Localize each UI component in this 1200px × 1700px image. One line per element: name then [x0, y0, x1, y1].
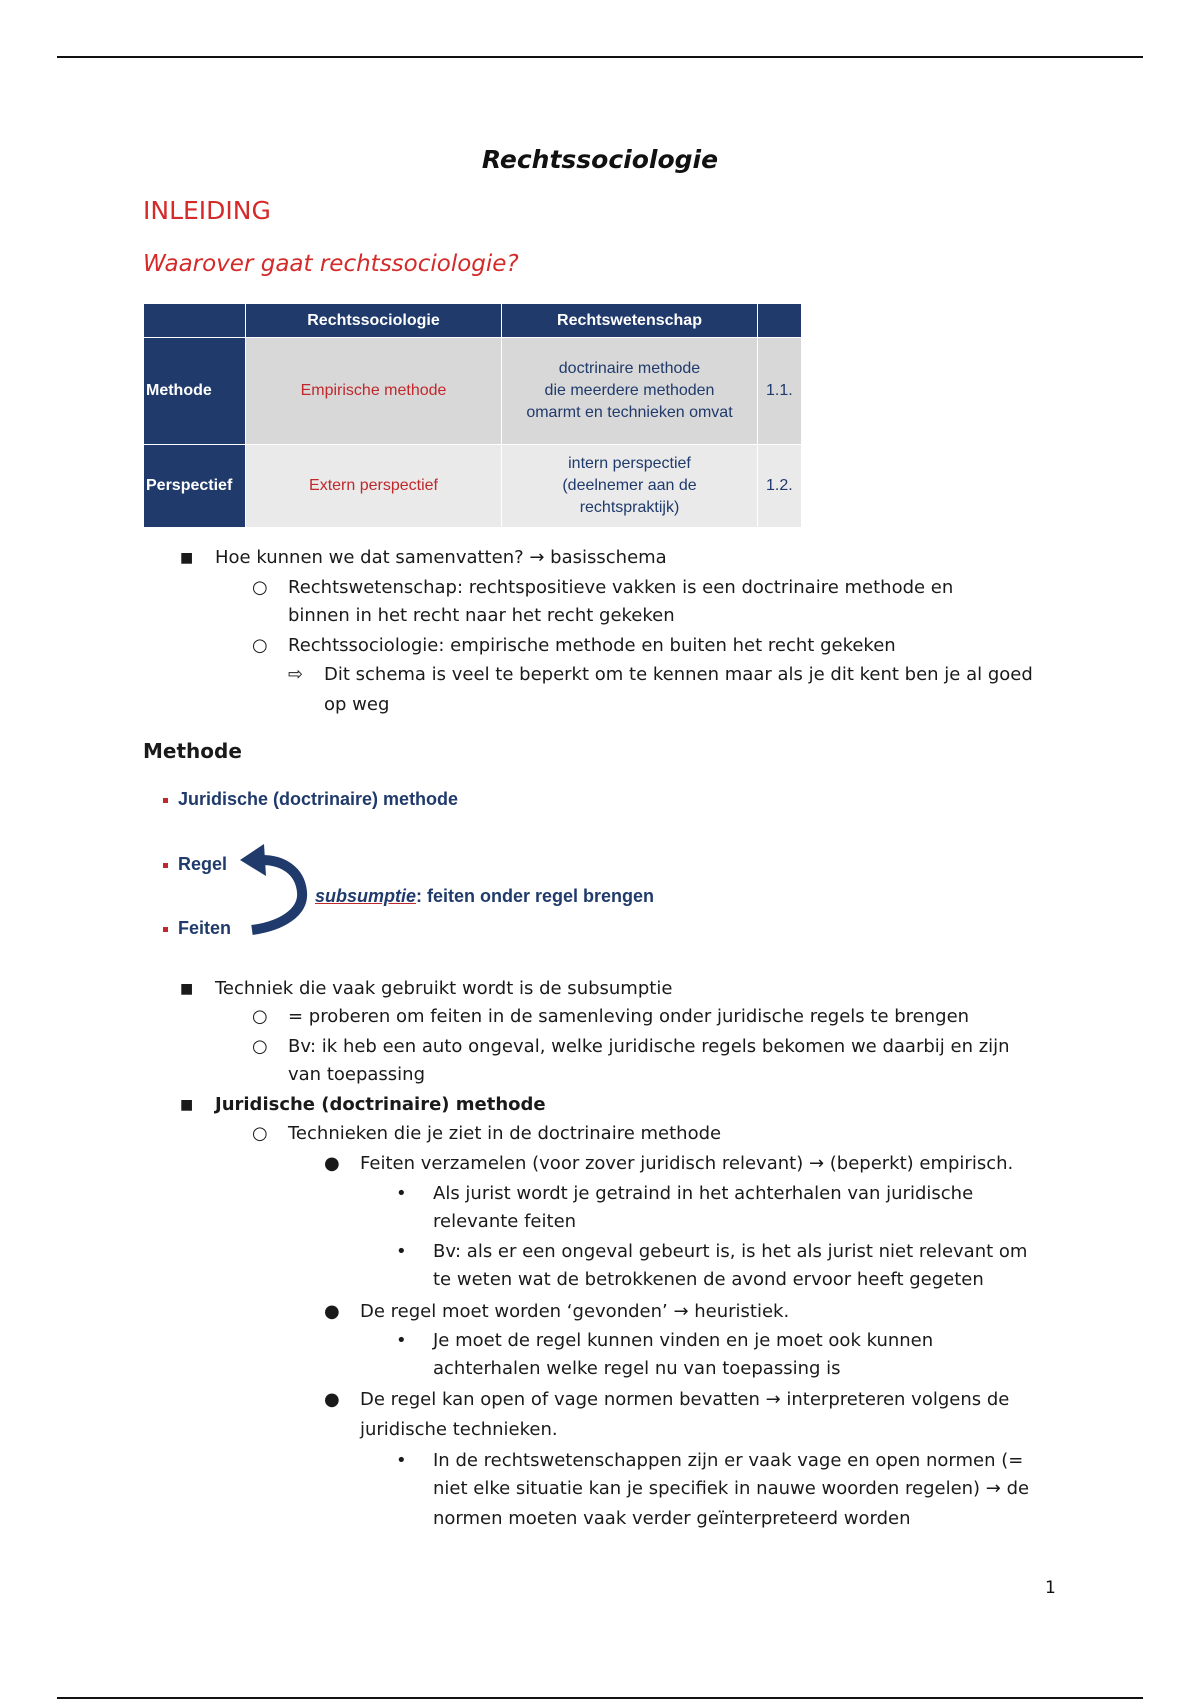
diagram-item-method: [163, 789, 458, 810]
cell-sociologie: Empirische methode: [246, 338, 502, 445]
list-item: In de rechtswetenschappen zijn er vaak vage en open normen (=: [433, 1450, 1024, 1471]
list-item: Feiten verzamelen (voor zover juridisch relevant) → (beperkt) empirisch.: [360, 1153, 1014, 1174]
list-item-cont: binnen in het recht naar het recht gekeken: [288, 605, 675, 626]
row-label: Methode: [144, 338, 246, 445]
diagram-item-feiten: [163, 918, 231, 939]
bullet-small-dot-icon: •: [396, 1241, 407, 1262]
cell-line: die meerdere methoden: [544, 382, 715, 399]
bullet-square-icon: [163, 798, 168, 803]
bullet-square-icon: ■: [180, 550, 194, 566]
bullet-square-icon: [163, 863, 168, 868]
list-item: Technieken die je ziet in de doctrinaire methode: [288, 1123, 722, 1144]
bullet-square-icon: [163, 927, 168, 932]
list-item: Bv: ik heb een auto ongeval, welke juridische regels bekomen we daarbij en zijn: [288, 1036, 1010, 1057]
cell-line: (deelnemer aan de: [562, 477, 697, 494]
list-item: De regel moet worden ‘gevonden’ → heuristiek.: [360, 1301, 790, 1322]
list-item-cont: relevante feiten: [433, 1211, 577, 1232]
list-item: Juridische (doctrinaire) methode: [215, 1094, 546, 1115]
diagram-label: Regel: [178, 854, 228, 874]
cell-wetenschap: [502, 338, 758, 445]
bullet-circle-icon: ○: [252, 1006, 268, 1027]
bullet-dot-icon: ●: [324, 1301, 340, 1322]
list-item-cont: normen moeten vaak verder geïnterpreteerd worden: [433, 1508, 911, 1529]
list-item: = proberen om feiten in de samenleving onder juridische regels te brengen: [288, 1006, 970, 1027]
section-heading: INLEIDING: [143, 196, 271, 225]
cell-line: intern perspectief: [568, 455, 691, 472]
cell-line: omarmt en technieken omvat: [526, 404, 733, 421]
list-item-cont: te weten wat de betrokkenen de avond ervoor heeft gegeten: [433, 1269, 984, 1290]
subsumptie-term: subsumptie: [315, 886, 417, 906]
table-header-ref: [758, 304, 802, 338]
curved-arrow-icon: [238, 842, 310, 942]
subsumptie-desc: : feiten onder regel brengen: [416, 886, 655, 906]
bullet-circle-icon: ○: [252, 635, 268, 656]
diagram-label: Feiten: [178, 918, 232, 938]
table-row: [144, 445, 802, 528]
list-item: Bv: als er een ongeval gebeurt is, is het als jurist niet relevant om: [433, 1241, 1028, 1262]
list-item: Hoe kunnen we dat samenvatten? → basisschema: [215, 547, 667, 568]
bullet-square-icon: ■: [180, 981, 194, 997]
list-item: Rechtssociologie: empirische methode en buiten het recht gekeken: [288, 635, 896, 656]
list-item-cont: niet elke situatie kan je specifiek in nauwe woorden regelen) → de: [433, 1478, 1030, 1499]
cell-line: doctrinaire methode: [558, 360, 701, 377]
list-item-cont: achterhalen welke regel nu van toepassing is: [433, 1358, 841, 1379]
bullet-dot-icon: ●: [324, 1389, 340, 1410]
bullet-small-dot-icon: •: [396, 1450, 407, 1471]
list-item: Techniek die vaak gebruikt wordt is de subsumptie: [215, 978, 673, 999]
bullet-circle-icon: ○: [252, 577, 268, 598]
page-title: Rechtssociologie: [481, 145, 719, 174]
subsection-heading: Waarover gaat rechtssociologie?: [143, 251, 519, 277]
list-item: Dit schema is veel te beperkt om te kennen maar als je dit kent ben je al goed: [324, 664, 1033, 685]
cell-ref: 1.2.: [758, 445, 802, 528]
bullet-square-icon: ■: [180, 1097, 194, 1113]
list-item: De regel kan open of vage normen bevatten → interpreteren volgens de: [360, 1389, 1010, 1410]
table-header-wetenschap: Rechtswetenschap: [502, 304, 758, 338]
arrow-right-icon: ⇨: [288, 664, 304, 685]
list-item: Je moet de regel kunnen vinden en je moet ook kunnen: [433, 1330, 934, 1351]
bullet-small-dot-icon: •: [396, 1330, 407, 1351]
comparison-table: [143, 303, 802, 528]
table-header-empty: [144, 304, 246, 338]
cell-line: rechtspraktijk): [579, 499, 680, 516]
bullet-circle-icon: ○: [252, 1123, 268, 1144]
list-item: Rechtswetenschap: rechtspositieve vakken is een doctrinaire methode en: [288, 577, 954, 598]
list-item-cont: van toepassing: [288, 1064, 426, 1085]
table-row: [144, 338, 802, 445]
bullet-dot-icon: ●: [324, 1153, 340, 1174]
page-number: 1: [1045, 1578, 1056, 1598]
cell-ref: 1.1.: [758, 338, 802, 445]
cell-sociologie: Extern perspectief: [246, 445, 502, 528]
bullet-circle-icon: ○: [252, 1036, 268, 1057]
list-item-cont: op weg: [324, 694, 390, 715]
methode-heading: Methode: [143, 739, 242, 763]
cell-wetenschap: [502, 445, 758, 528]
table-header-sociologie: Rechtssociologie: [246, 304, 502, 338]
diagram-label: Juridische (doctrinaire) methode: [178, 789, 459, 809]
list-item-cont: juridische technieken.: [360, 1419, 558, 1440]
subsumptie-label: [315, 886, 654, 907]
list-item: Als jurist wordt je getraind in het achterhalen van juridische: [433, 1183, 974, 1204]
bottom-rule: [57, 1697, 1143, 1699]
bullet-small-dot-icon: •: [396, 1183, 407, 1204]
row-label: Perspectief: [144, 445, 246, 528]
top-rule: [57, 56, 1143, 58]
table-header-row: [144, 304, 802, 338]
diagram-item-regel: [163, 854, 227, 875]
